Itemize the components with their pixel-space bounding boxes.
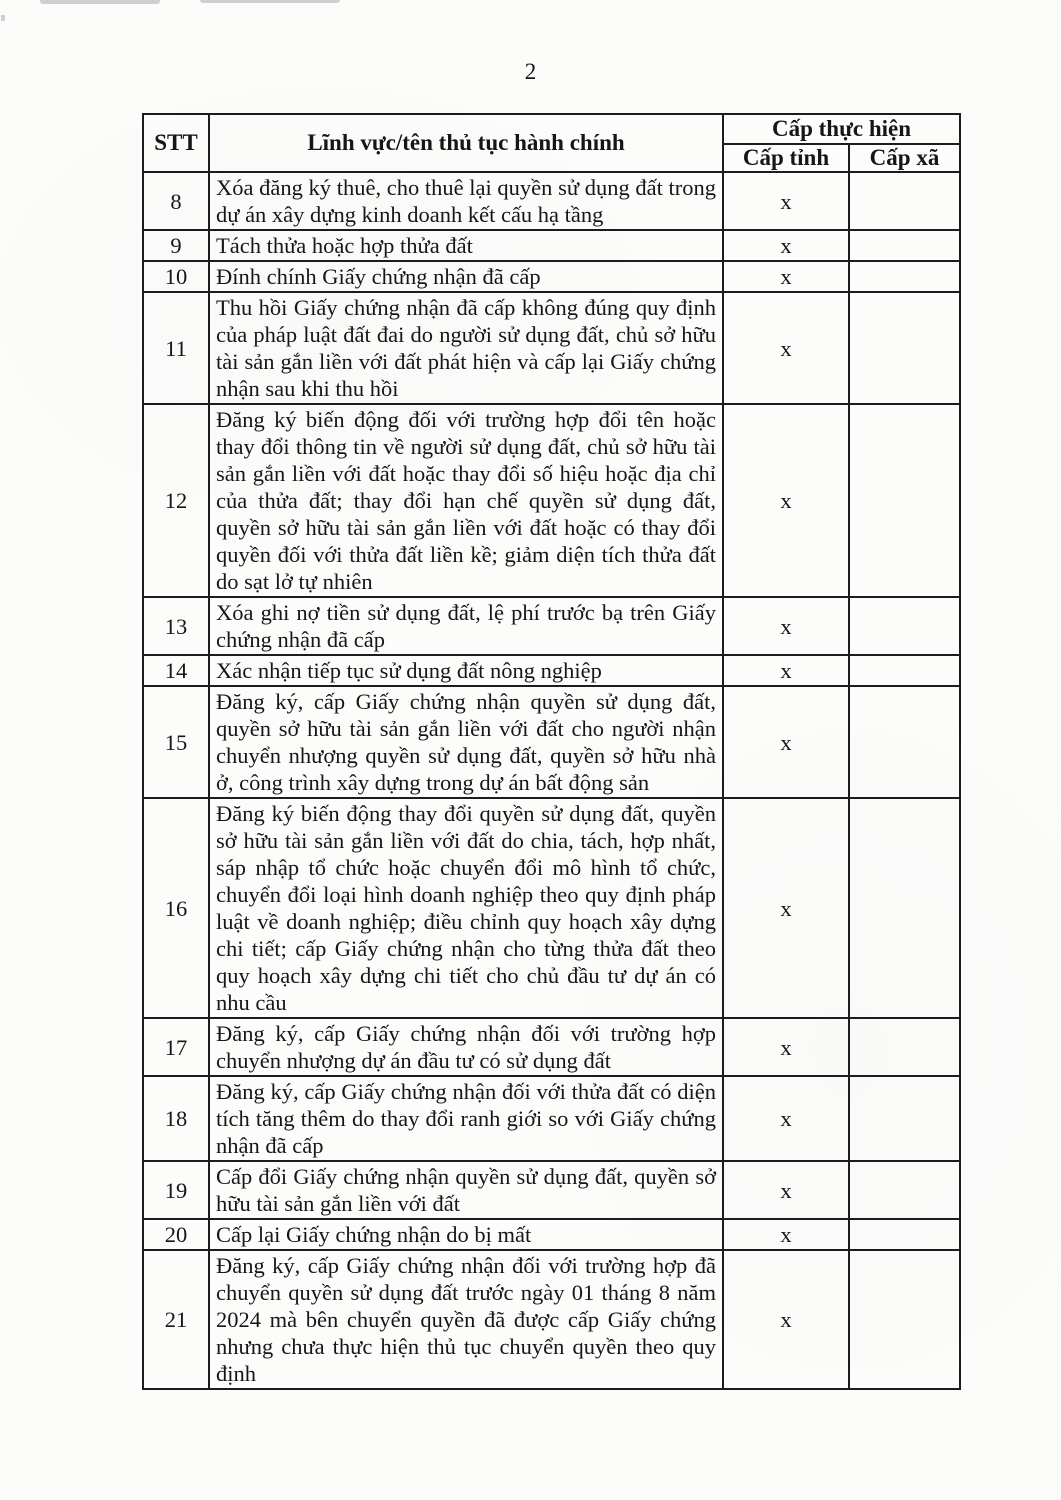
scan-artifact (1, 15, 5, 21)
row-number: 10 (143, 261, 209, 292)
row-procedure-name: Đăng ký, cấp Giấy chứng nhận đối với trường hợp chuyển nhượng dự án đầu tư có sử dụng đất (209, 1018, 723, 1076)
row-province-mark: x (723, 261, 849, 292)
row-province-mark: x (723, 404, 849, 597)
row-procedure-name: Xóa ghi nợ tiền sử dụng đất, lệ phí trước bạ trên Giấy chứng nhận đã cấp (209, 597, 723, 655)
row-procedure-name: Đăng ký, cấp Giấy chứng nhận đối với thửa đất có diện tích tăng thêm do thay đổi ranh giới so với Giấy chứng nhận đã cấp (209, 1076, 723, 1161)
table-header (143, 114, 960, 172)
row-commune-mark (849, 1161, 960, 1219)
row-commune-mark (849, 597, 960, 655)
row-province-mark: x (723, 230, 849, 261)
table-row (143, 1161, 960, 1219)
row-number: 9 (143, 230, 209, 261)
table-row (143, 404, 960, 597)
row-province-mark: x (723, 1219, 849, 1250)
row-commune-mark (849, 1250, 960, 1389)
table-row (143, 172, 960, 230)
row-province-mark: x (723, 292, 849, 404)
table-row (143, 292, 960, 404)
row-province-mark: x (723, 1018, 849, 1076)
row-number: 19 (143, 1161, 209, 1219)
row-number: 8 (143, 172, 209, 230)
table-body (143, 172, 960, 1389)
row-procedure-name: Cấp đổi Giấy chứng nhận quyền sử dụng đất, quyền sở hữu tài sản gắn liền với đất (209, 1161, 723, 1219)
table-row (143, 1219, 960, 1250)
table-row (143, 655, 960, 686)
row-province-mark: x (723, 655, 849, 686)
row-commune-mark (849, 292, 960, 404)
table-row (143, 686, 960, 798)
row-commune-mark (849, 798, 960, 1018)
header-stt: STT (143, 114, 209, 172)
row-province-mark: x (723, 686, 849, 798)
header-commune: Cấp xã (849, 144, 960, 172)
table-row (143, 230, 960, 261)
row-commune-mark (849, 1219, 960, 1250)
table-row (143, 597, 960, 655)
row-procedure-name: Đăng ký biến động đối với trường hợp đổi tên hoặc thay đổi thông tin về người sử dụng đất, chủ sở hữu tài sản gắn liền với đất hoặc thay đổi số hiệu hoặc địa chỉ của thửa đất; thay đổi hạn chế quyền sử dụng đất, quyền sở hữu tài sản gắn liền với đất hoặc có thay đổi quyền đối với thửa đất liền kề; giảm diện tích thửa đất do sạt lở tự nhiên (209, 404, 723, 597)
row-number: 12 (143, 404, 209, 597)
row-number: 18 (143, 1076, 209, 1161)
row-province-mark: x (723, 597, 849, 655)
row-commune-mark (849, 686, 960, 798)
row-commune-mark (849, 404, 960, 597)
row-province-mark: x (723, 1076, 849, 1161)
row-procedure-name: Đăng ký, cấp Giấy chứng nhận đối với trường hợp đã chuyển quyền sử dụng đất trước ngày 01 tháng 8 năm 2024 mà bên chuyển quyền đã được cấp Giấy chứng nhưng chưa thực hiện thủ tục chuyển quyền theo quy định (209, 1250, 723, 1389)
row-procedure-name: Thu hồi Giấy chứng nhận đã cấp không đúng quy định của pháp luật đất đai do người sử dụng đất, chủ sở hữu tài sản gắn liền với đất phát hiện và cấp lại Giấy chứng nhận sau khi thu hồi (209, 292, 723, 404)
scan-artifact (40, 0, 160, 4)
row-number: 17 (143, 1018, 209, 1076)
row-province-mark: x (723, 1250, 849, 1389)
table-row (143, 1076, 960, 1161)
row-procedure-name: Cấp lại Giấy chứng nhận do bị mất (209, 1219, 723, 1250)
row-commune-mark (849, 655, 960, 686)
header-procedure: Lĩnh vực/tên thủ tục hành chính (209, 114, 723, 172)
row-procedure-name: Đăng ký biến động thay đổi quyền sử dụng đất, quyền sở hữu tài sản gắn liền với đất do chia, tách, hợp nhất, sáp nhập tổ chức hoặc chuyển đổi mô hình tổ chức, chuyển đổi loại hình doanh nghiệp theo quy định pháp luật về doanh nghiệp; điều chỉnh quy hoạch xây dựng chi tiết; cấp Giấy chứng nhận cho từng thửa đất theo quy hoạch xây dựng chi tiết cho chủ đầu tư dự án có nhu cầu (209, 798, 723, 1018)
row-province-mark: x (723, 172, 849, 230)
procedures-table (142, 113, 961, 1390)
row-number: 16 (143, 798, 209, 1018)
row-province-mark: x (723, 1161, 849, 1219)
row-procedure-name: Xóa đăng ký thuê, cho thuê lại quyền sử dụng đất trong dự án xây dựng kinh doanh kết cấu hạ tầng (209, 172, 723, 230)
header-level-group: Cấp thực hiện (723, 114, 960, 144)
scan-artifact (200, 0, 340, 3)
row-number: 14 (143, 655, 209, 686)
header-row-group (143, 114, 960, 144)
row-number: 15 (143, 686, 209, 798)
table-row (143, 1018, 960, 1076)
row-commune-mark (849, 230, 960, 261)
header-province: Cấp tỉnh (723, 144, 849, 172)
row-commune-mark (849, 1018, 960, 1076)
page-number: 2 (524, 59, 537, 84)
row-province-mark: x (723, 798, 849, 1018)
table-row (143, 1250, 960, 1389)
row-number: 20 (143, 1219, 209, 1250)
table-row (143, 798, 960, 1018)
table-row (143, 261, 960, 292)
row-procedure-name: Tách thửa hoặc hợp thửa đất (209, 230, 723, 261)
row-procedure-name: Xác nhận tiếp tục sử dụng đất nông nghiệp (209, 655, 723, 686)
row-commune-mark (849, 1076, 960, 1161)
row-number: 11 (143, 292, 209, 404)
row-number: 21 (143, 1250, 209, 1389)
row-procedure-name: Đăng ký, cấp Giấy chứng nhận quyền sử dụng đất, quyền sở hữu tài sản gắn liền với đất cho người nhận chuyển nhượng quyền sử dụng đất, quyền sở hữu nhà ở, công trình xây dựng trong dự án bất động sản (209, 686, 723, 798)
row-number: 13 (143, 597, 209, 655)
row-commune-mark (849, 261, 960, 292)
row-commune-mark (849, 172, 960, 230)
row-procedure-name: Đính chính Giấy chứng nhận đã cấp (209, 261, 723, 292)
